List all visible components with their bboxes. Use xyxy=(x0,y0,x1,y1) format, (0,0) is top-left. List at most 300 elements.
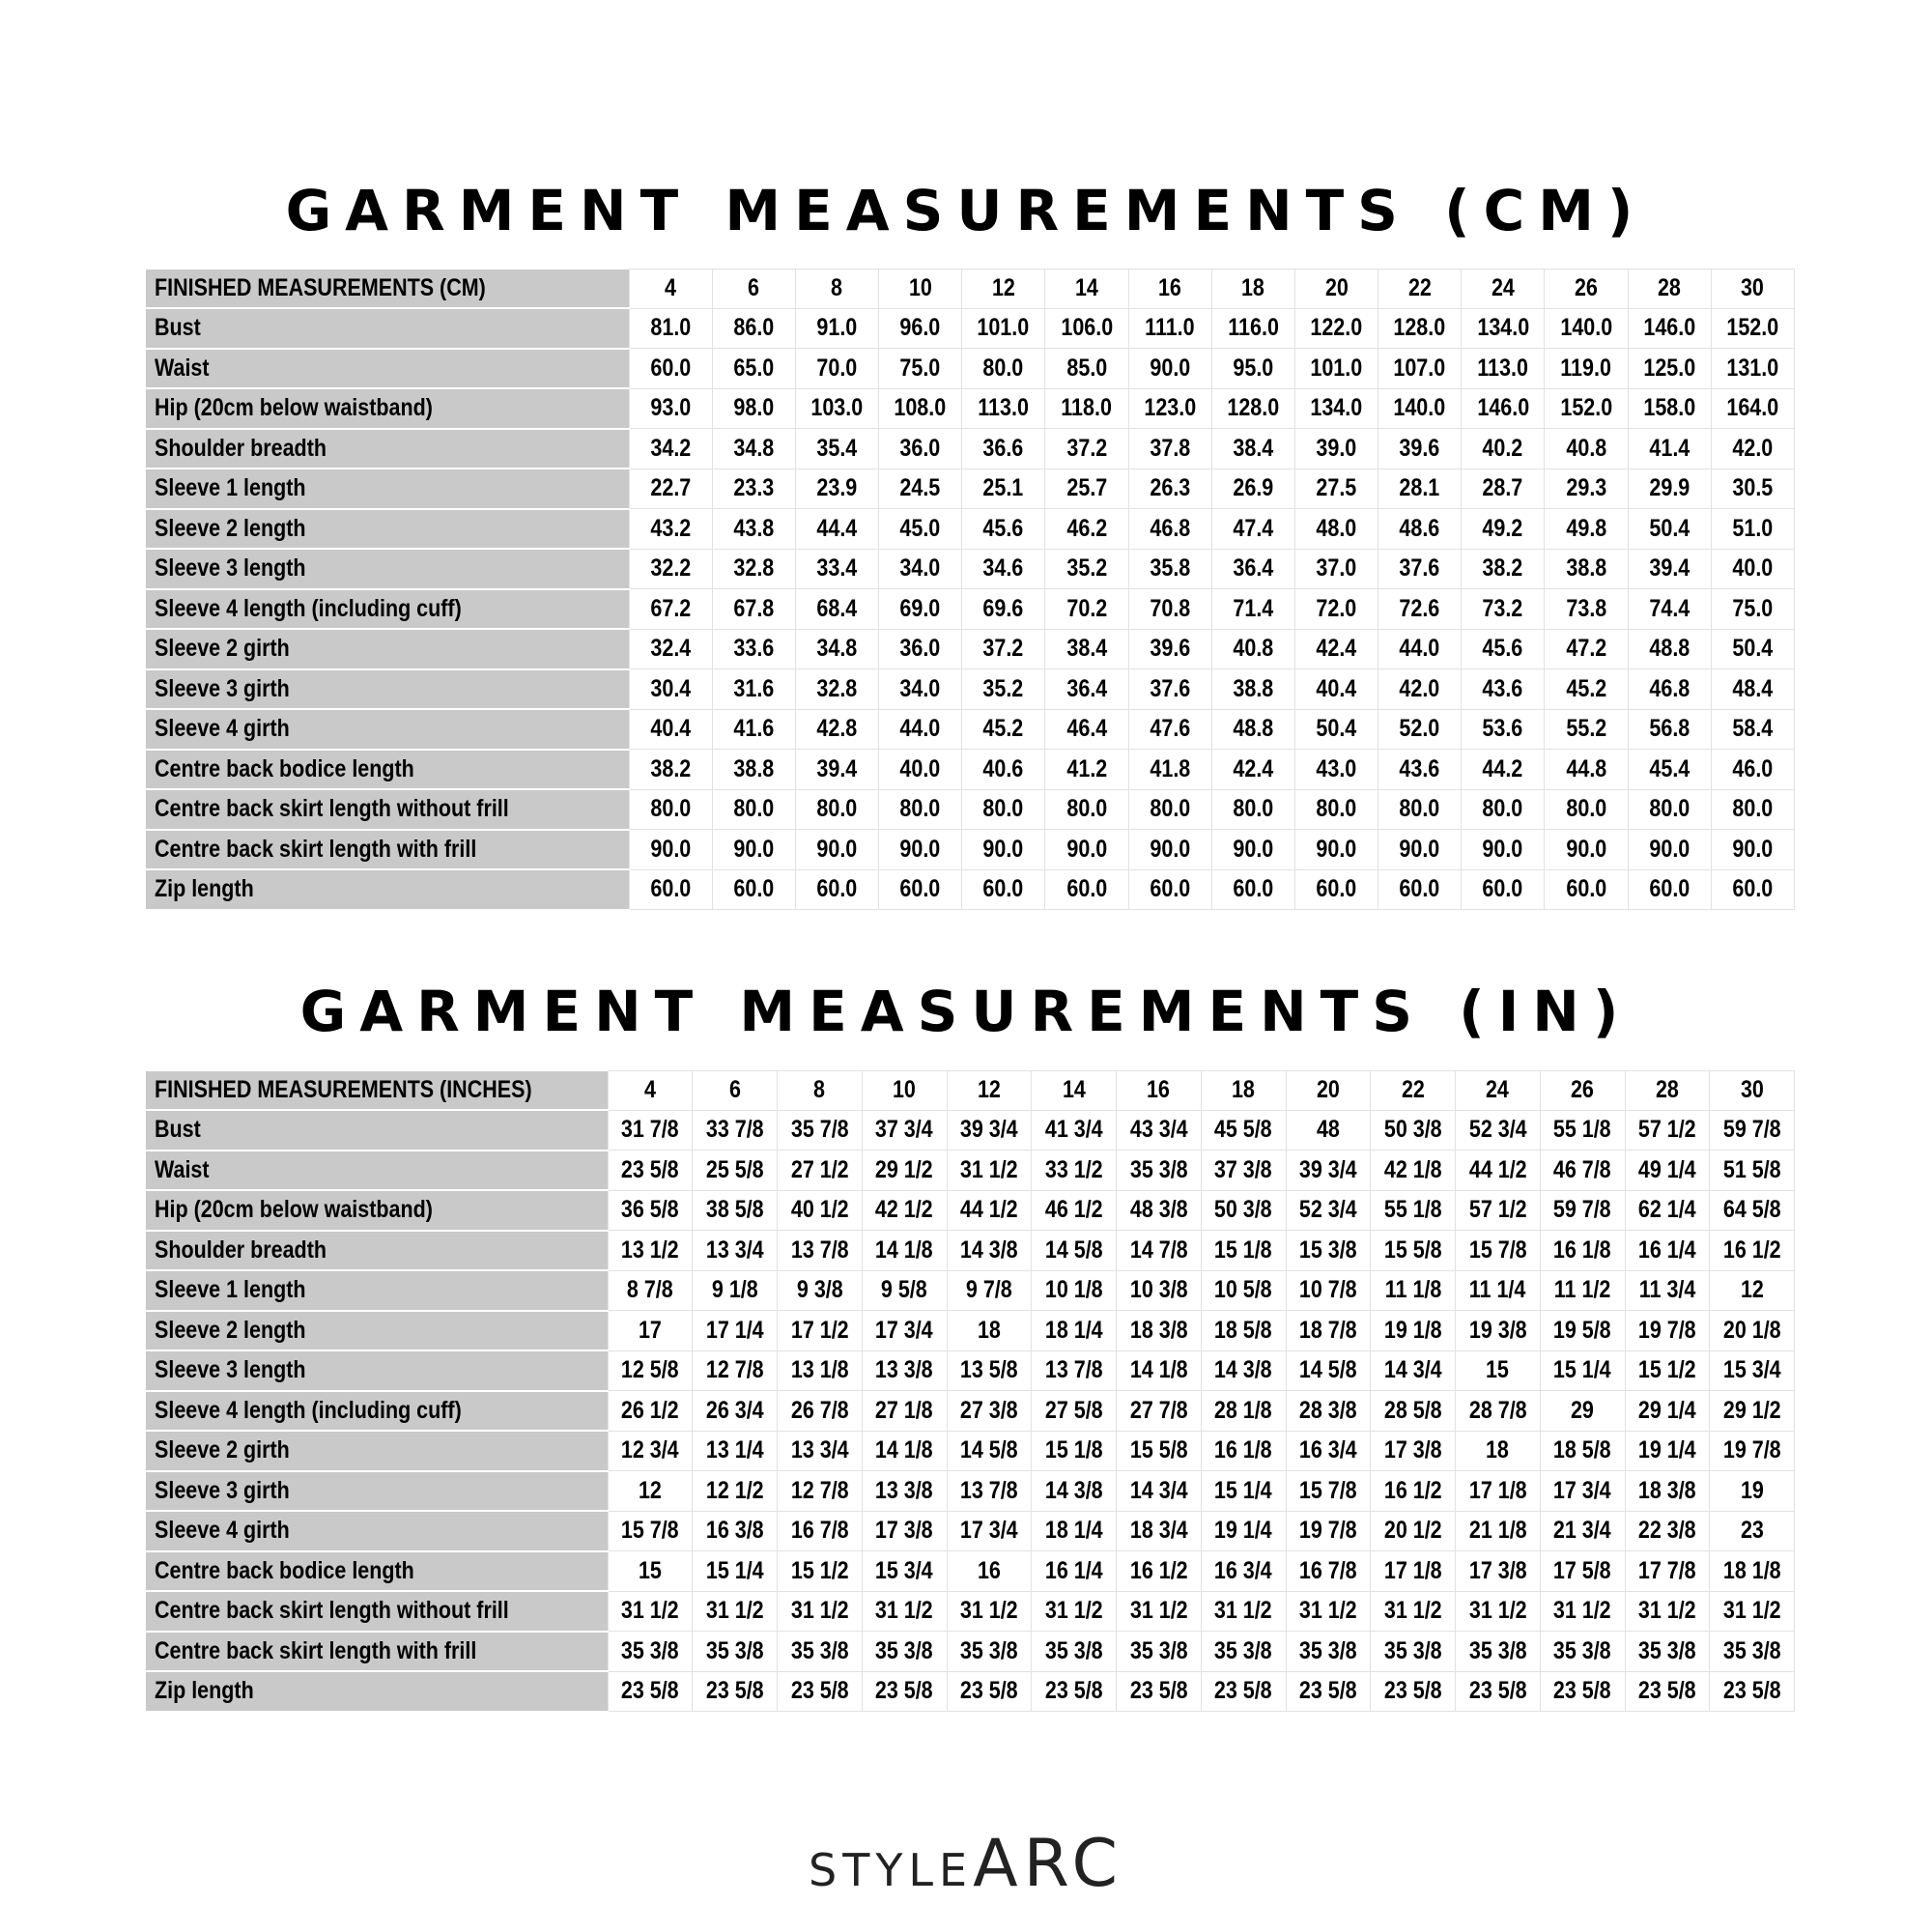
cell-value: 34.0 xyxy=(899,554,941,582)
cell-value: 15 5/8 xyxy=(1129,1436,1188,1464)
cell-value: 9 3/8 xyxy=(796,1276,843,1304)
cell-value: 14 1/8 xyxy=(875,1236,934,1264)
table-cell xyxy=(1211,589,1294,630)
cell-value: 35.2 xyxy=(982,674,1024,702)
cell-value: 80.0 xyxy=(1066,795,1107,823)
cell-value: 21 3/4 xyxy=(1553,1517,1612,1545)
cell-value: 42.0 xyxy=(1399,674,1440,702)
cell-value: 46.4 xyxy=(1066,715,1107,743)
cell-value: 17 3/4 xyxy=(875,1316,934,1344)
size-header-text: 22 xyxy=(1401,1076,1425,1104)
table-cell xyxy=(1625,1231,1710,1271)
row-label xyxy=(146,509,629,550)
table-cell xyxy=(1628,429,1711,469)
table-cell xyxy=(1462,709,1545,750)
table-cell xyxy=(629,830,712,870)
table-header-row xyxy=(146,1071,1795,1111)
cell-value: 53.6 xyxy=(1482,715,1523,743)
cell-value: 17 3/8 xyxy=(1468,1556,1527,1584)
row-label-text: Centre back skirt length with frill xyxy=(155,1636,477,1664)
row-label xyxy=(146,1671,608,1712)
table-row xyxy=(146,1350,1795,1391)
cell-value: 90.0 xyxy=(1482,835,1523,863)
table-cell xyxy=(693,1632,778,1672)
table-cell xyxy=(1211,308,1294,349)
cell-value: 46.8 xyxy=(1150,514,1191,542)
row-label xyxy=(146,1591,608,1632)
cell-value: 27 3/8 xyxy=(959,1396,1018,1424)
table-cell xyxy=(1201,1190,1286,1231)
row-label-text: Bust xyxy=(155,1116,201,1144)
cell-value: 19 xyxy=(1740,1476,1764,1504)
cell-value: 48 3/8 xyxy=(1129,1196,1188,1224)
table-cell xyxy=(712,869,795,910)
row-label xyxy=(146,549,629,589)
cell-value: 31 1/2 xyxy=(1214,1597,1273,1625)
table-cell xyxy=(1710,1151,1795,1191)
table-cell xyxy=(1540,1671,1625,1712)
size-header xyxy=(1211,270,1294,309)
cell-value: 56.8 xyxy=(1649,715,1690,743)
table-cell xyxy=(1045,308,1128,349)
table-cell xyxy=(1032,1270,1117,1311)
table-cell xyxy=(608,1551,693,1592)
table-cell xyxy=(1128,589,1211,630)
cell-value: 33.4 xyxy=(816,554,858,582)
row-label xyxy=(146,869,629,910)
table-cell xyxy=(1201,1151,1286,1191)
cell-value: 60.0 xyxy=(1399,875,1440,903)
table-cell xyxy=(795,349,878,389)
cell-value: 35 3/8 xyxy=(790,1636,849,1664)
cell-value: 80.0 xyxy=(733,795,775,823)
cell-value: 44.0 xyxy=(1399,635,1440,663)
cell-value: 19 1/8 xyxy=(1383,1316,1442,1344)
row-label-text: Centre back skirt length with frill xyxy=(155,835,477,863)
cell-value: 70.8 xyxy=(1150,594,1191,622)
cell-value: 116.0 xyxy=(1227,314,1279,342)
size-header-text: 6 xyxy=(748,274,760,302)
table-cell xyxy=(1540,1350,1625,1391)
table-cell xyxy=(1201,1391,1286,1432)
cell-value: 42.0 xyxy=(1732,434,1774,462)
cell-value: 15 1/8 xyxy=(1044,1436,1103,1464)
row-label-text: Shoulder breadth xyxy=(155,434,327,462)
table-cell xyxy=(1625,1311,1710,1351)
cell-value: 50.4 xyxy=(1732,635,1774,663)
cell-value: 59 7/8 xyxy=(1722,1116,1781,1144)
cell-value: 19 1/4 xyxy=(1214,1517,1273,1545)
table-cell xyxy=(712,509,795,550)
table-cell xyxy=(1710,1511,1795,1551)
cell-value: 17 3/4 xyxy=(1553,1476,1612,1504)
table-cell xyxy=(1032,1471,1117,1512)
table-row xyxy=(146,1151,1795,1191)
table-cell xyxy=(1462,549,1545,589)
table-cell xyxy=(778,1591,863,1632)
cell-value: 23 5/8 xyxy=(1637,1677,1696,1705)
cell-value: 86.0 xyxy=(733,314,775,342)
table-cell xyxy=(1032,1350,1117,1391)
cell-value: 51.0 xyxy=(1732,514,1774,542)
table-cell xyxy=(1456,1632,1541,1672)
table-cell xyxy=(795,429,878,469)
table-cell xyxy=(1211,750,1294,790)
cell-value: 14 5/8 xyxy=(959,1436,1018,1464)
cell-value: 15 xyxy=(1486,1356,1510,1384)
size-header-text: 22 xyxy=(1407,274,1432,302)
table-cell xyxy=(1540,1270,1625,1311)
cell-value: 14 5/8 xyxy=(1044,1236,1103,1264)
table-cell xyxy=(1045,869,1128,910)
table-row xyxy=(146,1671,1795,1712)
table-cell xyxy=(1628,830,1711,870)
table-cell xyxy=(712,669,795,710)
cell-value: 74.4 xyxy=(1649,594,1690,622)
cell-value: 90.0 xyxy=(1316,835,1357,863)
table-cell xyxy=(879,669,962,710)
table-cell xyxy=(862,1632,947,1672)
cell-value: 23 5/8 xyxy=(620,1677,679,1705)
cell-value: 72.0 xyxy=(1316,594,1357,622)
table-row xyxy=(146,388,1795,429)
cell-value: 60.0 xyxy=(982,875,1024,903)
cell-value: 15 1/4 xyxy=(705,1556,764,1584)
table-cell xyxy=(1045,388,1128,429)
cell-value: 152.0 xyxy=(1560,394,1612,422)
table-cell xyxy=(1545,308,1628,349)
table-cell xyxy=(1201,1311,1286,1351)
table-cell xyxy=(795,549,878,589)
table-cell xyxy=(608,1591,693,1632)
table-cell xyxy=(1711,388,1794,429)
table-row xyxy=(146,1190,1795,1231)
table-cell xyxy=(1211,349,1294,389)
table-cell xyxy=(608,1350,693,1391)
cell-value: 19 7/8 xyxy=(1722,1436,1781,1464)
table-cell xyxy=(1711,669,1794,710)
cell-value: 90.0 xyxy=(650,835,692,863)
cell-value: 42.4 xyxy=(1233,754,1274,782)
row-label xyxy=(146,1471,608,1512)
table-row xyxy=(146,1511,1795,1551)
cell-value: 19 7/8 xyxy=(1298,1517,1357,1545)
cell-value: 62 1/4 xyxy=(1637,1196,1696,1224)
row-label xyxy=(146,1431,608,1471)
cell-value: 23 5/8 xyxy=(1468,1677,1527,1705)
table-cell xyxy=(962,349,1045,389)
table-cell xyxy=(629,509,712,550)
cell-value: 15 7/8 xyxy=(1298,1476,1357,1504)
cell-value: 45.6 xyxy=(1482,635,1523,663)
row-label xyxy=(146,349,629,389)
table-cell xyxy=(629,789,712,830)
table-cell xyxy=(629,349,712,389)
cell-value: 13 3/8 xyxy=(875,1476,934,1504)
cell-value: 60.0 xyxy=(650,875,692,903)
cell-value: 13 1/8 xyxy=(790,1356,849,1384)
table-cell xyxy=(1117,1350,1202,1391)
row-label xyxy=(146,1632,608,1672)
cell-value: 12 5/8 xyxy=(620,1356,679,1384)
table-cell xyxy=(1462,629,1545,669)
size-header-text: 12 xyxy=(991,274,1015,302)
cell-value: 27 1/2 xyxy=(790,1155,849,1183)
cell-value: 75.0 xyxy=(1732,594,1774,622)
cell-value: 50 3/8 xyxy=(1214,1196,1273,1224)
table-cell xyxy=(1371,1110,1456,1151)
table-cell xyxy=(1294,869,1378,910)
table-cell xyxy=(1286,1311,1371,1351)
cell-value: 18 5/8 xyxy=(1553,1436,1612,1464)
cell-value: 123.0 xyxy=(1144,394,1197,422)
table-cell xyxy=(1286,1632,1371,1672)
cell-value: 39 3/4 xyxy=(1298,1155,1357,1183)
table-cell xyxy=(879,589,962,630)
cell-value: 26 7/8 xyxy=(790,1396,849,1424)
table-cell xyxy=(1371,1151,1456,1191)
table-cell xyxy=(1628,509,1711,550)
cell-value: 28.1 xyxy=(1399,474,1440,502)
table-cell xyxy=(1540,1110,1625,1151)
table-cell xyxy=(1294,629,1378,669)
table-cell xyxy=(1462,750,1545,790)
table-cell xyxy=(629,869,712,910)
cell-value: 16 1/2 xyxy=(1722,1236,1781,1264)
cell-value: 16 3/4 xyxy=(1214,1556,1273,1584)
table-cell xyxy=(1711,549,1794,589)
table-cell xyxy=(1710,1591,1795,1632)
cell-value: 39.4 xyxy=(1649,554,1690,582)
brand-logo xyxy=(0,1826,1932,1915)
table-cell xyxy=(962,388,1045,429)
row-label-text: Sleeve 1 length xyxy=(155,1276,306,1304)
table-cell xyxy=(1286,1671,1371,1712)
table-cell xyxy=(1628,750,1711,790)
table-cell xyxy=(712,629,795,669)
cell-value: 44.2 xyxy=(1482,754,1523,782)
cell-value: 35 3/8 xyxy=(1044,1636,1103,1664)
table-cell xyxy=(1625,1471,1710,1512)
table-cell xyxy=(1711,429,1794,469)
cell-value: 57 1/2 xyxy=(1468,1196,1527,1224)
table-cell xyxy=(879,349,962,389)
cell-value: 34.8 xyxy=(816,635,858,663)
table-cell xyxy=(1128,388,1211,429)
cell-value: 40 1/2 xyxy=(790,1196,849,1224)
table-cell xyxy=(1462,349,1545,389)
table-cell xyxy=(1710,1471,1795,1512)
cell-value: 20 1/8 xyxy=(1722,1316,1781,1344)
brand-logo-style: STYLE xyxy=(809,1844,974,1896)
table-cell xyxy=(1032,1551,1117,1592)
cell-value: 16 1/2 xyxy=(1129,1556,1188,1584)
table-row xyxy=(146,1270,1795,1311)
cell-value: 31 1/2 xyxy=(1722,1597,1781,1625)
cell-value: 23.3 xyxy=(733,474,775,502)
table-cell xyxy=(1540,1391,1625,1432)
table-cell xyxy=(1032,1511,1117,1551)
table-cell xyxy=(947,1671,1032,1712)
table-cell xyxy=(1378,469,1462,509)
cell-value: 27 5/8 xyxy=(1044,1396,1103,1424)
size-header xyxy=(778,1071,863,1111)
row-label-text: Waist xyxy=(155,1155,210,1183)
table-cell xyxy=(1628,709,1711,750)
cell-value: 23 5/8 xyxy=(959,1677,1018,1705)
table-cell xyxy=(1456,1591,1541,1632)
table-cell xyxy=(1117,1632,1202,1672)
row-label xyxy=(146,669,629,710)
cell-value: 31 1/2 xyxy=(1637,1597,1696,1625)
size-header-text: 14 xyxy=(1074,274,1098,302)
cell-value: 48.8 xyxy=(1649,635,1690,663)
table-cell xyxy=(1371,1270,1456,1311)
cell-value: 20 1/2 xyxy=(1383,1517,1442,1545)
table-row xyxy=(146,308,1795,349)
row-label xyxy=(146,1110,608,1151)
cell-value: 16 3/8 xyxy=(705,1517,764,1545)
table-cell xyxy=(1628,388,1711,429)
cell-value: 16 1/8 xyxy=(1553,1236,1612,1264)
cell-value: 90.0 xyxy=(733,835,775,863)
table-cell xyxy=(1211,469,1294,509)
table-cell xyxy=(1628,308,1711,349)
table-row xyxy=(146,1551,1795,1592)
row-label-text: Sleeve 1 length xyxy=(155,474,306,502)
table-row xyxy=(146,1110,1795,1151)
cell-value: 15 7/8 xyxy=(620,1517,679,1545)
cell-value: 12 3/4 xyxy=(620,1436,679,1464)
cell-value: 29 1/2 xyxy=(1722,1396,1781,1424)
page-title-in: GARMENT MEASUREMENTS (IN) xyxy=(299,979,1633,1044)
cell-value: 33.6 xyxy=(733,635,775,663)
cell-value: 60.0 xyxy=(1066,875,1107,903)
cell-value: 12 xyxy=(638,1476,662,1504)
table-cell xyxy=(862,1671,947,1712)
cell-value: 18 1/8 xyxy=(1722,1556,1781,1584)
cell-value: 13 3/8 xyxy=(875,1356,934,1384)
cell-value: 103.0 xyxy=(810,394,864,422)
table-cell xyxy=(1628,869,1711,910)
table-cell xyxy=(1462,669,1545,710)
table-cell xyxy=(795,750,878,790)
cell-value: 80.0 xyxy=(982,354,1024,382)
cell-value: 60.0 xyxy=(899,875,941,903)
cell-value: 68.4 xyxy=(816,594,858,622)
cell-value: 32.4 xyxy=(650,635,692,663)
cell-value: 12 7/8 xyxy=(705,1356,764,1384)
cell-value: 80.0 xyxy=(1316,795,1357,823)
cell-value: 46.0 xyxy=(1732,754,1774,782)
cell-value: 58.4 xyxy=(1732,715,1774,743)
table-cell xyxy=(1286,1391,1371,1432)
cell-value: 60.0 xyxy=(1566,875,1606,903)
table-cell xyxy=(608,1511,693,1551)
cell-value: 36.4 xyxy=(1066,674,1107,702)
table-cell xyxy=(1211,789,1294,830)
table-cell xyxy=(862,1151,947,1191)
table-cell xyxy=(862,1591,947,1632)
table-cell xyxy=(778,1471,863,1512)
row-label-text: Sleeve 4 length (including cuff) xyxy=(155,594,462,622)
row-label-text: Centre back bodice length xyxy=(155,1556,414,1584)
cell-value: 152.0 xyxy=(1726,314,1779,342)
cell-value: 40.0 xyxy=(899,754,941,782)
table-cell xyxy=(693,1551,778,1592)
table-cell xyxy=(1462,469,1545,509)
cell-value: 80.0 xyxy=(899,795,941,823)
row-label-text: Hip (20cm below waistband) xyxy=(155,1196,433,1224)
size-header xyxy=(862,1071,947,1111)
size-header-text: 6 xyxy=(728,1076,741,1104)
table-cell xyxy=(1625,1350,1710,1391)
table-cell xyxy=(1625,1190,1710,1231)
table-cell xyxy=(1462,869,1545,910)
cell-value: 31 1/2 xyxy=(1383,1597,1442,1625)
table-cell xyxy=(778,1632,863,1672)
cell-value: 15 1/8 xyxy=(1214,1236,1273,1264)
cell-value: 23 5/8 xyxy=(1553,1677,1612,1705)
cell-value: 13 1/2 xyxy=(620,1236,679,1264)
cell-value: 46 7/8 xyxy=(1553,1155,1612,1183)
table-cell xyxy=(1456,1511,1541,1551)
table-row xyxy=(146,1311,1795,1351)
cell-value: 80.0 xyxy=(650,795,692,823)
table-cell xyxy=(795,469,878,509)
cell-value: 125.0 xyxy=(1643,354,1696,382)
cell-value: 60.0 xyxy=(650,354,692,382)
table-row xyxy=(146,549,1795,589)
table-cell xyxy=(1128,469,1211,509)
size-header-text: 24 xyxy=(1486,1076,1510,1104)
row-label-text: Sleeve 4 girth xyxy=(155,1517,290,1545)
size-header-text: 16 xyxy=(1158,274,1182,302)
cell-value: 33 7/8 xyxy=(705,1116,764,1144)
table-cell xyxy=(1371,1632,1456,1672)
table-cell xyxy=(1711,308,1794,349)
table-cell xyxy=(1462,429,1545,469)
cell-value: 35 3/8 xyxy=(1637,1636,1696,1664)
table-cell xyxy=(1711,789,1794,830)
header-label xyxy=(146,1071,608,1111)
table-cell xyxy=(947,1151,1032,1191)
size-header-text: 8 xyxy=(831,274,843,302)
table-cell xyxy=(1371,1471,1456,1512)
row-label-text: Sleeve 2 length xyxy=(155,1316,306,1344)
cell-value: 91.0 xyxy=(816,314,858,342)
cell-value: 25.1 xyxy=(982,474,1024,502)
size-header-text: 30 xyxy=(1741,274,1765,302)
cell-value: 42.4 xyxy=(1316,635,1357,663)
table-cell xyxy=(608,1311,693,1351)
cell-value: 17 3/4 xyxy=(959,1517,1018,1545)
cell-value: 10 5/8 xyxy=(1214,1276,1273,1304)
cell-value: 45.0 xyxy=(899,514,941,542)
cell-value: 22.7 xyxy=(650,474,692,502)
cell-value: 43.6 xyxy=(1399,754,1440,782)
table-cell xyxy=(962,629,1045,669)
table-cell xyxy=(1117,1471,1202,1512)
size-header xyxy=(795,270,878,309)
cell-value: 60.0 xyxy=(1649,875,1690,903)
cell-value: 57 1/2 xyxy=(1637,1116,1696,1144)
table-cell xyxy=(1545,669,1628,710)
cell-value: 67.2 xyxy=(650,594,692,622)
size-header-text: 18 xyxy=(1241,274,1265,302)
table-cell xyxy=(962,509,1045,550)
cell-value: 118.0 xyxy=(1061,394,1113,422)
